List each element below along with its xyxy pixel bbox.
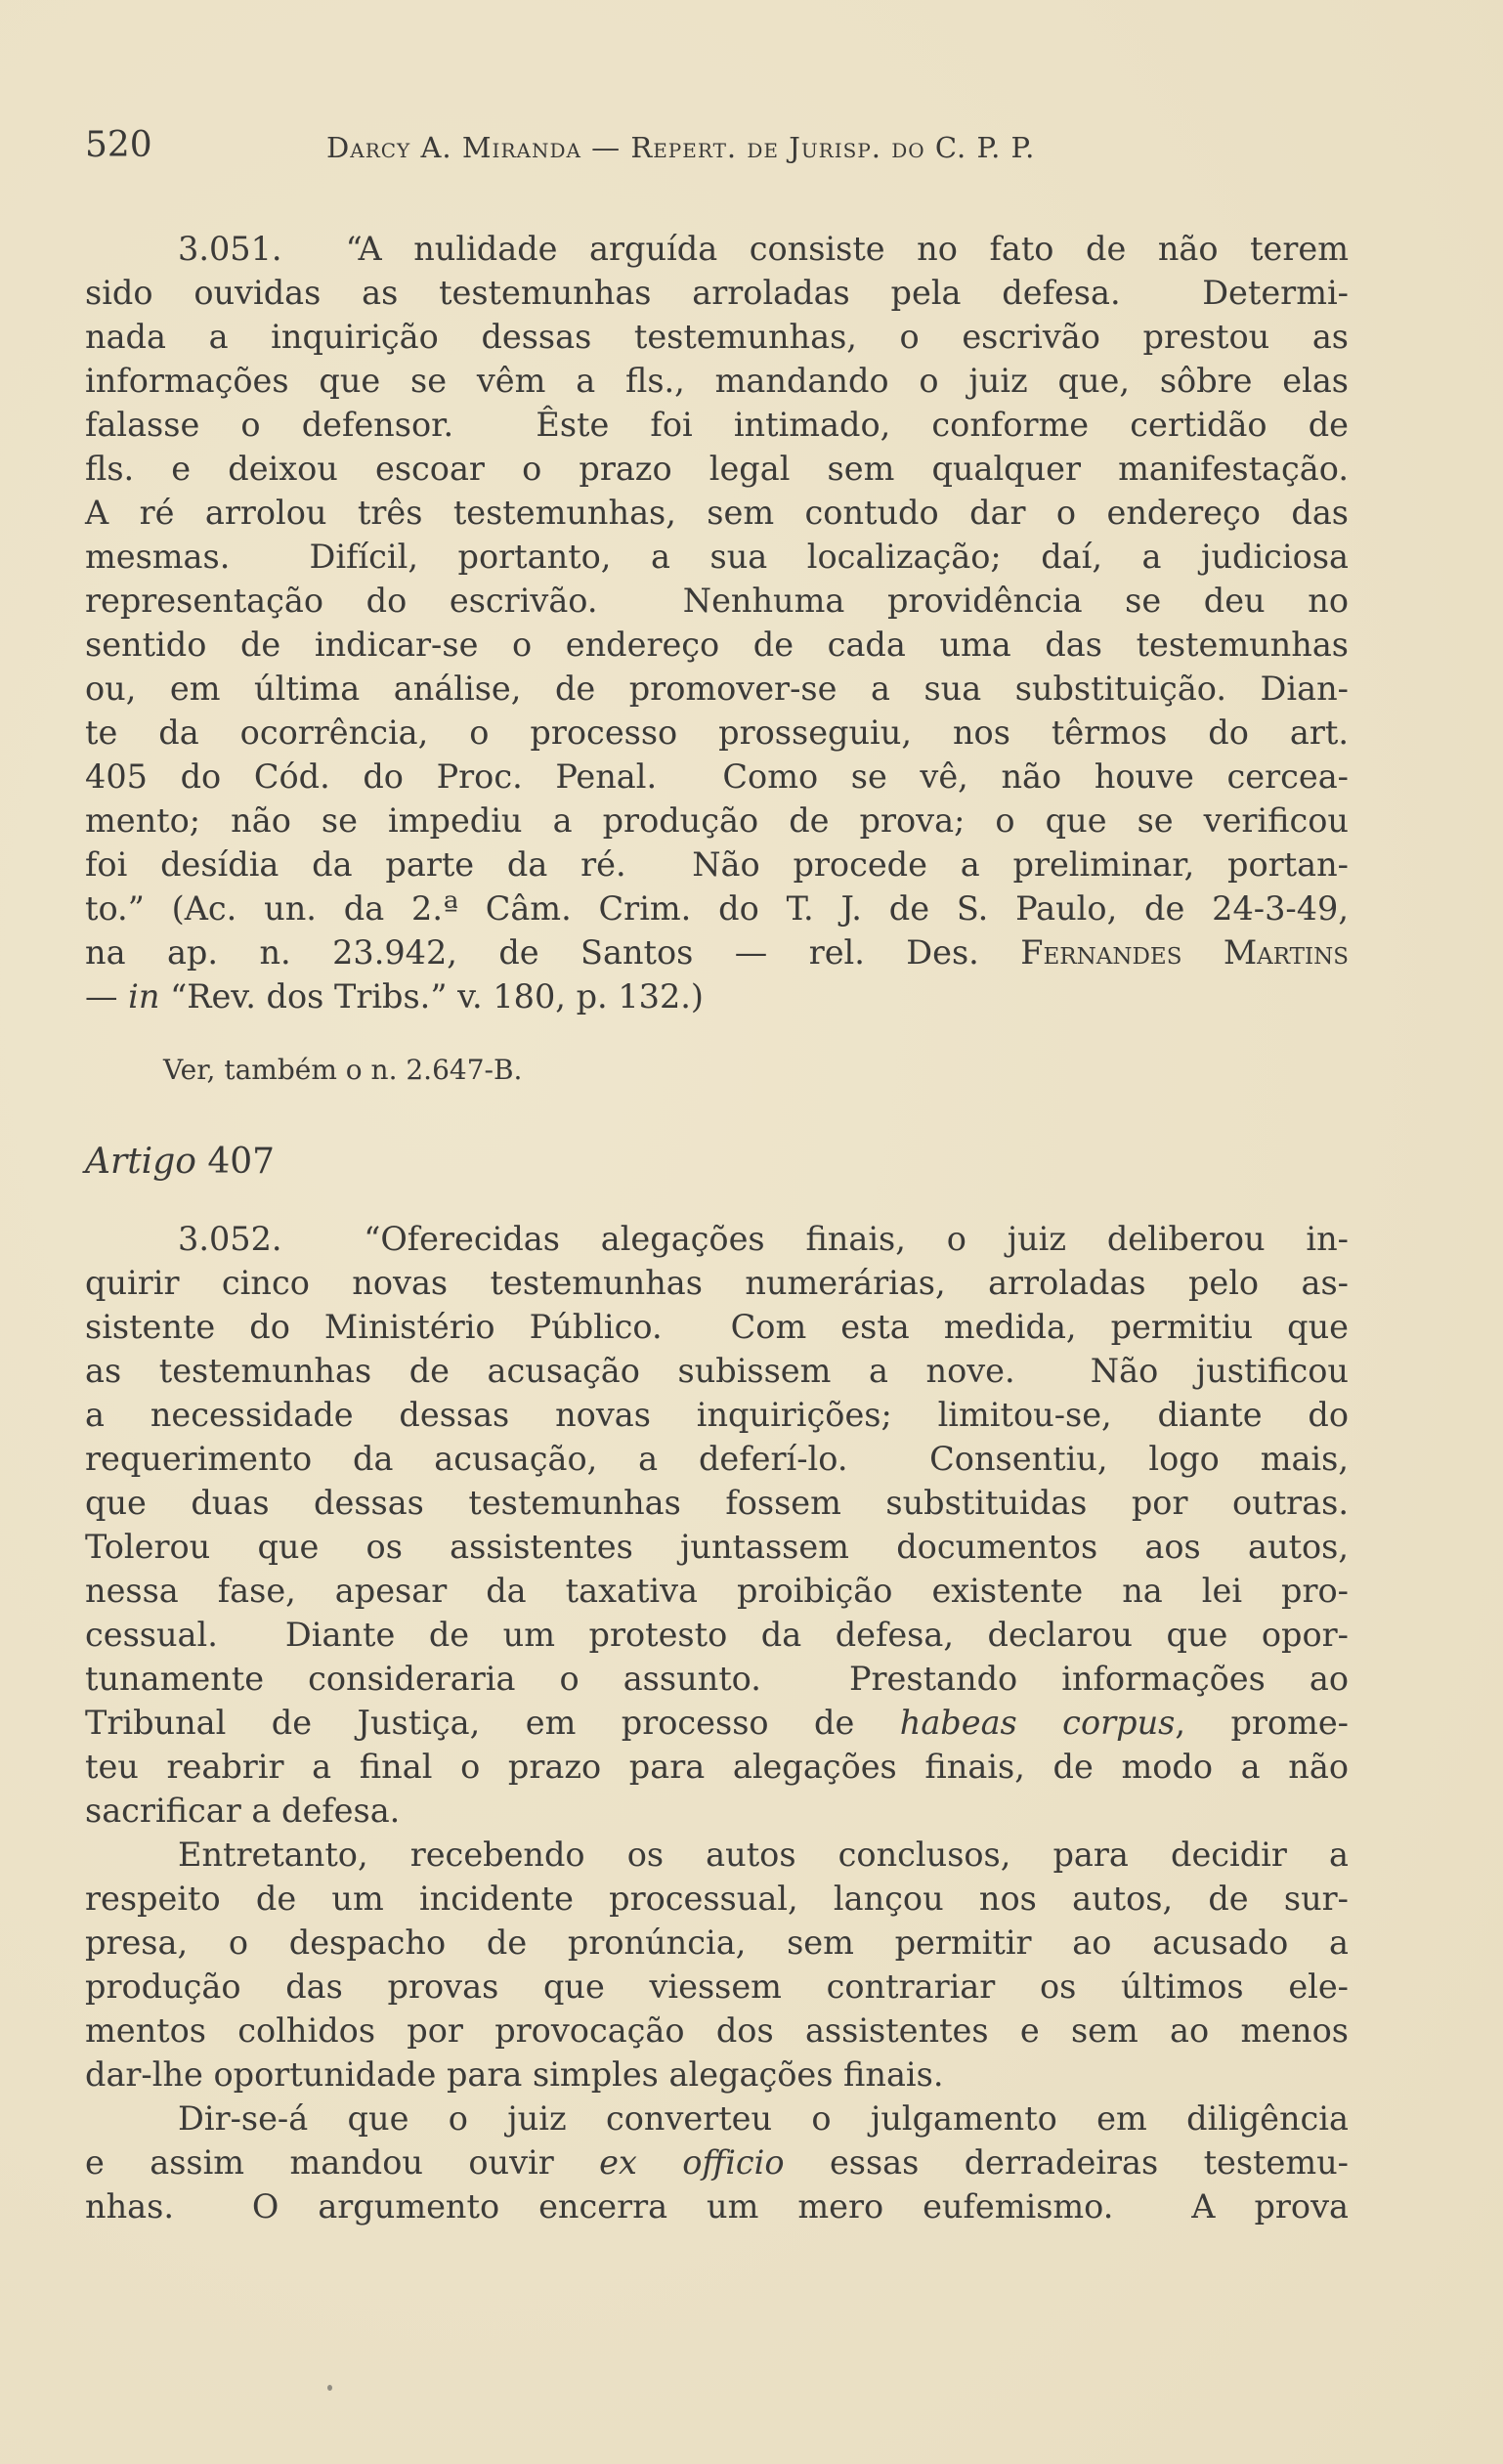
- text-line: Entretanto, recebendo os autos conclusos, para decidir a: [178, 1836, 1349, 1874]
- article-number: 407: [207, 1142, 276, 1182]
- text-segment: essas derradeiras testemu-: [784, 2143, 1349, 2182]
- text-line: foi desídia da parte da ré. Não procede a preliminar, portan-: [85, 845, 1349, 884]
- text-line: quirir cinco novas testemunhas numerárias, arroladas pelo as-: [85, 1264, 1349, 1302]
- text-line: representação do escrivão. Nenhuma providência se deu no: [85, 582, 1349, 620]
- text-line: sacrificar a defesa.: [85, 1792, 401, 1830]
- text-segment: , prome-: [1175, 1704, 1349, 1742]
- text-line: mento; não se impediu a produção de prova; o que se verificou: [85, 801, 1349, 840]
- text-line: 3.052. “Oferecidas alegações finais, o juiz deliberou in-: [178, 1220, 1349, 1258]
- text-segment: Tribunal de Justiça, em processo de: [85, 1704, 900, 1742]
- citation-source-line: [85, 974, 1349, 1018]
- page-header: [85, 125, 1349, 174]
- source-text: “Rev. dos Tribs.” v. 180, p. 132.): [159, 977, 704, 1016]
- text-line: respeito de um incidente processual, lançou nos autos, de sur-: [85, 1880, 1349, 1918]
- article-word: Artigo: [85, 1142, 196, 1182]
- text-line: informações que se vêm a fls., mandando o juiz que, sôbre elas: [85, 362, 1349, 400]
- text-line: sentido de indicar-se o endereço de cada uma das testemunhas: [85, 626, 1349, 664]
- text-line: nada a inquirição dessas testemunhas, o escrivão prestou as: [85, 318, 1349, 356]
- reporting-judge: Fernandes Martins: [1020, 933, 1349, 972]
- text-line: as testemunhas de acusação subissem a nove. Não justificou: [85, 1352, 1349, 1390]
- text-line: sido ouvidas as testemunhas arroladas pela defesa. Determi-: [85, 274, 1349, 312]
- text-line: requerimento da acusação, a deferí-lo. Consentiu, logo mais,: [85, 1440, 1349, 1478]
- text-line: fls. e deixou escoar o prazo legal sem qualquer manifestação.: [85, 450, 1349, 488]
- see-also-note: Ver, também o n. 2.647-B.: [163, 1054, 523, 1086]
- text-segment: e assim mandou ouvir: [85, 2143, 600, 2182]
- habeas-corpus-term: habeas corpus: [899, 1704, 1176, 1742]
- citation-line: [85, 930, 1349, 974]
- ex-officio-line: [85, 2140, 1349, 2184]
- text-line: 405 do Cód. do Proc. Penal. Como se vê, não houve cercea-: [85, 757, 1349, 796]
- text-line: to.” (Ac. un. da 2.ª Câm. Crim. do T. J. de S. Paulo, de 24-3-49,: [85, 889, 1349, 928]
- text-line: produção das provas que viessem contrariar os últimos ele-: [85, 1967, 1349, 2006]
- entry-3051: [85, 227, 1349, 1018]
- text-line: cessual. Diante de um protesto da defesa, declarou que opor-: [85, 1616, 1349, 1654]
- text-line: teu reabrir a final o prazo para alegações finais, de modo a não: [85, 1748, 1349, 1786]
- article-heading: [85, 1139, 275, 1186]
- text-line: nhas. O argumento encerra um mero eufemismo. A prova: [85, 2187, 1349, 2226]
- text-line: tunamente consideraria o assunto. Prestando informações ao: [85, 1660, 1349, 1698]
- em-dash: —: [85, 977, 129, 1016]
- citation-text: na ap. n. 23.942, de Santos — rel. Des.: [85, 933, 1021, 972]
- text-line: te da ocorrência, o processo prosseguiu, nos têrmos do art.: [85, 713, 1349, 752]
- habeas-corpus-line: [85, 1701, 1349, 1745]
- text-line: dar-lhe oportunidade para simples alegações finais.: [85, 2055, 944, 2094]
- text-line: Tolerou que os assistentes juntassem documentos aos autos,: [85, 1528, 1349, 1566]
- entry-3052: [85, 1217, 1349, 2228]
- text-line: mesmas. Difícil, portanto, a sua localização; daí, a judiciosa: [85, 538, 1349, 576]
- page-number: 520: [85, 125, 152, 165]
- text-line: nessa fase, apesar da taxativa proibição existente na lei pro-: [85, 1572, 1349, 1610]
- text-line: falasse o defensor. Êste foi intimado, conforme certidão de: [85, 406, 1349, 444]
- text-line: 3.051. “A nulidade arguída consiste no fato de não terem: [178, 230, 1349, 268]
- text-line: presa, o despacho de pronúncia, sem permitir ao acusado a: [85, 1924, 1349, 1962]
- text-line: que duas dessas testemunhas fossem substituidas por outras.: [85, 1484, 1349, 1522]
- running-head: Darcy A. Miranda — Repert. de Jurisp. do C. P. P.: [326, 131, 1036, 164]
- ex-officio-term: ex officio: [599, 2143, 785, 2182]
- text-line: mentos colhidos por provocação dos assistentes e sem ao menos: [85, 2011, 1349, 2050]
- text-line: ou, em última análise, de promover-se a sua substituição. Dian-: [85, 670, 1349, 708]
- text-line: A ré arrolou três testemunhas, sem contudo dar o endereço das: [85, 494, 1349, 532]
- text-line: a necessidade dessas novas inquirições; limitou-se, diante do: [85, 1396, 1349, 1434]
- text-line: sistente do Ministério Público. Com esta medida, permitiu que: [85, 1308, 1349, 1346]
- paper-speck: [327, 2385, 332, 2391]
- text-line: Dir-se-á que o juiz converteu o julgamento em diligência: [178, 2099, 1349, 2138]
- in-word: in: [128, 977, 160, 1016]
